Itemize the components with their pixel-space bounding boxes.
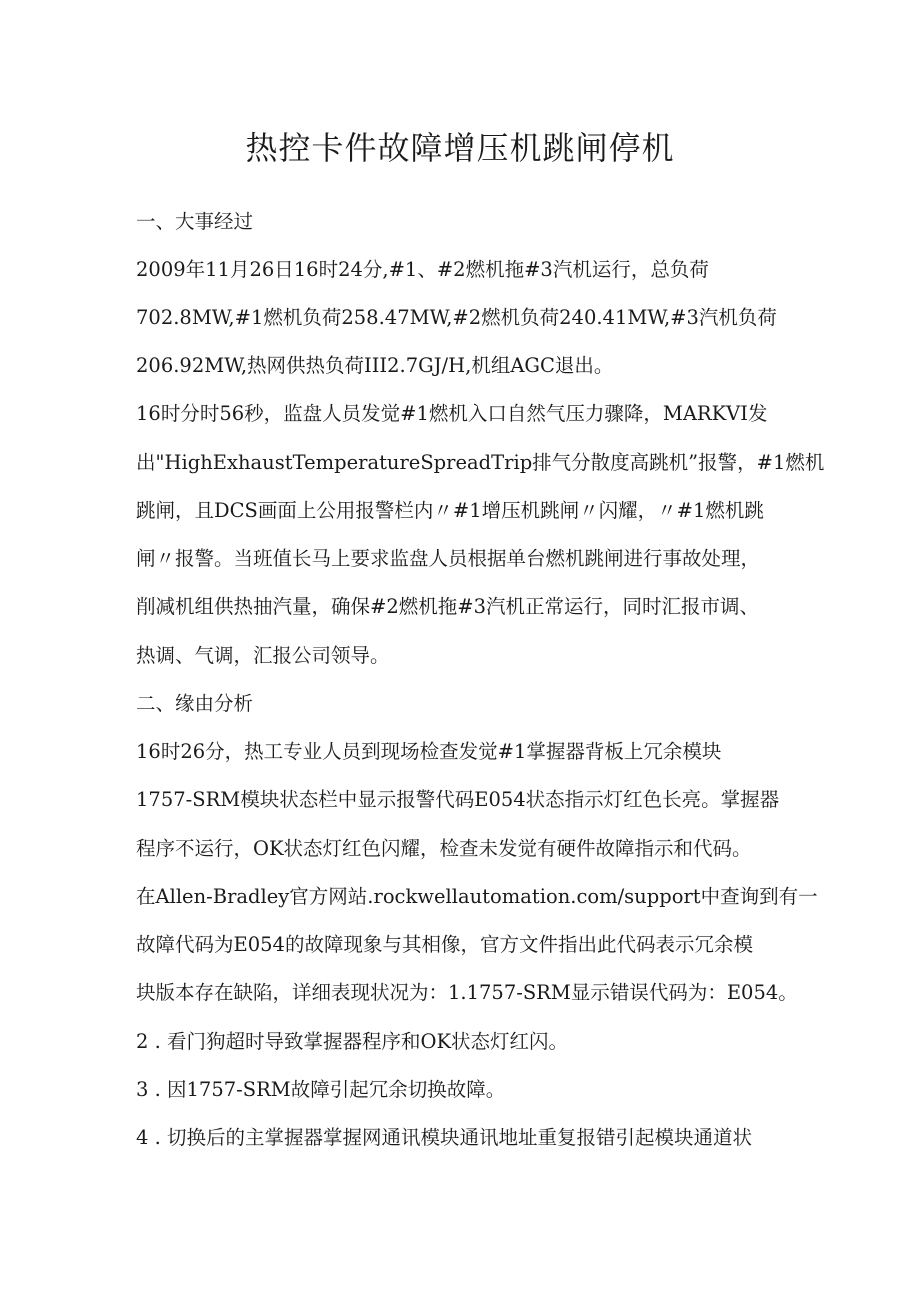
paragraph-line: 热调、气调，汇报公司领导。 [136, 644, 390, 667]
paragraph-line: 1757-SRM模块状态栏中显示报警代码E054状态指示灯红色长亮。掌握器 [136, 788, 780, 811]
list-item: 2 . 看门狗超时导致掌握器程序和OK状态灯红闪。 [136, 1030, 569, 1053]
paragraph-line: 故障代码为E054的故障现象与其相像，官方文件指出此代码表示冗余模 [136, 933, 753, 956]
paragraph-line: 702.8MW,#1燃机负荷258.47MW,#2燃机负荷240.41MW,#3汽机负荷 [136, 306, 777, 329]
list-item: 3 . 因1757-SRM故障引起冗余切换故障。 [136, 1078, 506, 1101]
list-item: 4 . 切换后的主掌握器掌握网通讯模块通讯地址重复报错引起模块通道状 [136, 1126, 753, 1149]
paragraph-line: 闸〃报警。当班值长马上要求监盘人员根据单台燃机跳闸进行事故处理， [136, 547, 761, 570]
paragraph-line: 2009年11月26日16时24分,#1、#2燃机拖#3汽机运行，总负荷 [136, 258, 709, 281]
paragraph-line: 块版本存在缺陷，详细表现状况为：1.1757-SRM显示错误代码为：E054。 [136, 981, 798, 1004]
paragraph-line: 程序不运行，OK状态灯红色闪耀，检查未发觉有硬件故障指示和代码。 [136, 837, 752, 860]
paragraph-line: 跳闸，且DCS画面上公用报警栏内〃#1增压机跳闸〃闪耀，〃#1燃机跳 [136, 499, 764, 522]
paragraph-line: 206.92MW,热网供热负荷III2.7GJ/H,机组AGC退出。 [136, 354, 614, 377]
paragraph-line: 16时26分，热工专业人员到现场检查发觉#1掌握器背板上冗余模块 [136, 740, 722, 763]
paragraph-line: 16时分时56秒，监盘人员发觉#1燃机入口自然气压力骤降，MARKVI发 [136, 402, 768, 425]
document-title: 热控卡件故障增压机跳闸停机 [245, 129, 675, 167]
paragraph-line: 削减机组供热抽汽量，确保#2燃机拖#3汽机正常运行，同时汇报市调、 [136, 595, 759, 618]
section-heading-event: 一、大事经过 [136, 210, 254, 233]
paragraph-line: 出"HighExhaustTemperatureSpreadTrip排气分散度高跳机”报警，#1燃机 [136, 451, 825, 474]
section-heading-cause: 二、缘由分析 [136, 692, 254, 715]
paragraph-line: 在Allen-Bradley官方网站.rockwellautomation.com/support中查询到有一 [136, 885, 818, 908]
